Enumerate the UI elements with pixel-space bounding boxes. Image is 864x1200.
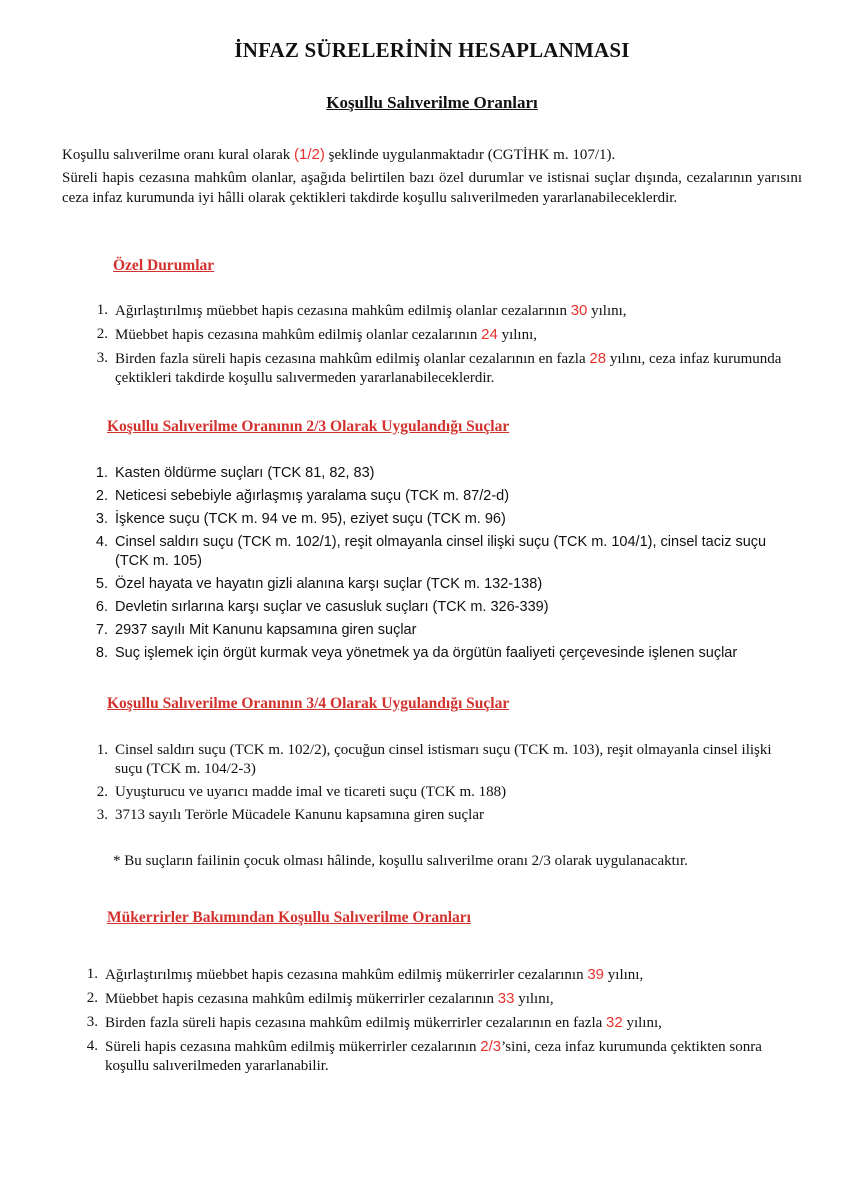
list-item: 4. Süreli hapis cezasına mahkûm edilmiş mükerrirler cezalarının 2/3’sini, ceza infaz kurumunda çektikten sonra koşullu salıverilmeden yararlanabilir. bbox=[86, 1038, 762, 1074]
list-item: 3. Birden fazla süreli hapis cezasına mahkûm edilmiş mükerrirler cezalarının en fazla 32 yılını, bbox=[86, 1014, 662, 1031]
list-item: 5. Özel hayata ve hayatın gizli alanına karşı suçlar (TCK m. 132-138) bbox=[95, 576, 543, 592]
years-value: 32 bbox=[606, 1014, 623, 1031]
three-quarters-heading: Koşullu Salıverilme Oranının 3/4 Olarak Uygulandığı Suçlar bbox=[107, 695, 510, 712]
recidivists-heading: Mükerrirler Bakımından Koşullu Salıverilme Oranları bbox=[107, 909, 471, 926]
three-quarters-list bbox=[86, 741, 802, 829]
list-item: 2. Neticesi sebebiyle ağırlaşmış yaralama suçu (TCK m. 87/2-d) bbox=[95, 488, 510, 504]
two-thirds-list bbox=[86, 464, 802, 667]
list-item: 3. 3713 sayılı Terörle Mücadele Kanunu kapsamına giren suçlar bbox=[96, 807, 484, 823]
list-item: 2. Müebbet hapis cezasına mahkûm edilmiş olanlar cezalarının 24 yılını, bbox=[96, 326, 537, 343]
child-offender-note: * Bu suçların failinin çocuk olması hâlinde, koşullu salıverilme oranı 2/3 olarak uygulanacaktır. bbox=[113, 853, 688, 869]
fraction-value: 2/3 bbox=[480, 1038, 502, 1055]
list-item: 1. Cinsel saldırı suçu (TCK m. 102/2), çocuğun cinsel istismarı suçu (TCK m. 103), reşit olmayanla cinsel ilişki suçu (TCK m. 104/2-3) bbox=[96, 742, 772, 777]
recidivists-list bbox=[76, 965, 802, 1080]
list-item: 1. Kasten öldürme suçları (TCK 81, 82, 83) bbox=[95, 465, 375, 481]
years-value: 33 bbox=[497, 990, 515, 1007]
list-item: 7. 2937 sayılı Mit Kanunu kapsamına giren suçlar bbox=[95, 622, 417, 638]
list-item: 1. Ağırlaştırılmış müebbet hapis cezasına mahkûm edilmiş mükerrirler cezalarının 39 yılını, bbox=[86, 966, 644, 983]
list-item: 2. Müebbet hapis cezasına mahkûm edilmiş mükerrirler cezalarının 33 yılını, bbox=[86, 990, 554, 1007]
years-value: 39 bbox=[587, 966, 605, 983]
page-title: İNFAZ SÜRELERİNİN HESAPLANMASI bbox=[234, 38, 630, 62]
intro-text-before: Koşullu salıverilme oranı kural olarak bbox=[62, 147, 295, 163]
list-item: 3. Birden fazla süreli hapis cezasına mahkûm edilmiş olanlar cezalarının en fazla 28 yılını, ceza infaz kurumunda çektikleri takdirde koşullu salıvermeden yararlanabileceklerdir. bbox=[96, 350, 782, 386]
years-value: 28 bbox=[589, 350, 607, 367]
special-cases-list bbox=[86, 301, 802, 392]
list-item: 1. Ağırlaştırılmış müebbet hapis cezasına mahkûm edilmiş olanlar cezalarının 30 yılını, bbox=[96, 302, 627, 319]
list-item: 4. Cinsel saldırı suçu (TCK m. 102/1), reşit olmayanla cinsel ilişki suçu (TCK m. 104/1), cinsel taciz suçu (TCK m. 105) bbox=[95, 534, 767, 569]
special-cases-heading: Özel Durumlar bbox=[113, 257, 215, 274]
intro-ratio: (1/2) bbox=[294, 146, 325, 163]
intro-paragraph-2: Süreli hapis cezasına mahkûm olanlar, aşağıda belirtilen bazı özel durumlar ve istisnai suçlar dışında, cezalarının yarısını ceza infaz kurumunda iyi hâlli olarak çektikleri takdirde koşullu salıverilmeden yararlanabileceklerdir. bbox=[62, 170, 802, 206]
years-value: 30 bbox=[570, 302, 588, 319]
intro-text-after: şeklinde uygulanmaktadır (CGTİHK m. 107/1). bbox=[324, 147, 616, 163]
years-value: 24 bbox=[481, 326, 498, 343]
list-item: 8. Suç işlemek için örgüt kurmak veya yönetmek ya da örgütün faaliyeti çerçevesinde işlenen suçlar bbox=[95, 645, 738, 661]
list-item: 6. Devletin sırlarına karşı suçlar ve casusluk suçları (TCK m. 326-339) bbox=[95, 599, 549, 615]
two-thirds-heading: Koşullu Salıverilme Oranının 2/3 Olarak Uygulandığı Suçlar bbox=[107, 418, 510, 435]
page-subtitle: Koşullu Salıverilme Oranları bbox=[326, 93, 538, 112]
list-item: 2. Uyuşturucu ve uyarıcı madde imal ve ticareti suçu (TCK m. 188) bbox=[96, 784, 507, 800]
intro-paragraph-1 bbox=[62, 145, 802, 165]
list-item: 3. İşkence suçu (TCK m. 94 ve m. 95), eziyet suçu (TCK m. 96) bbox=[95, 511, 506, 527]
